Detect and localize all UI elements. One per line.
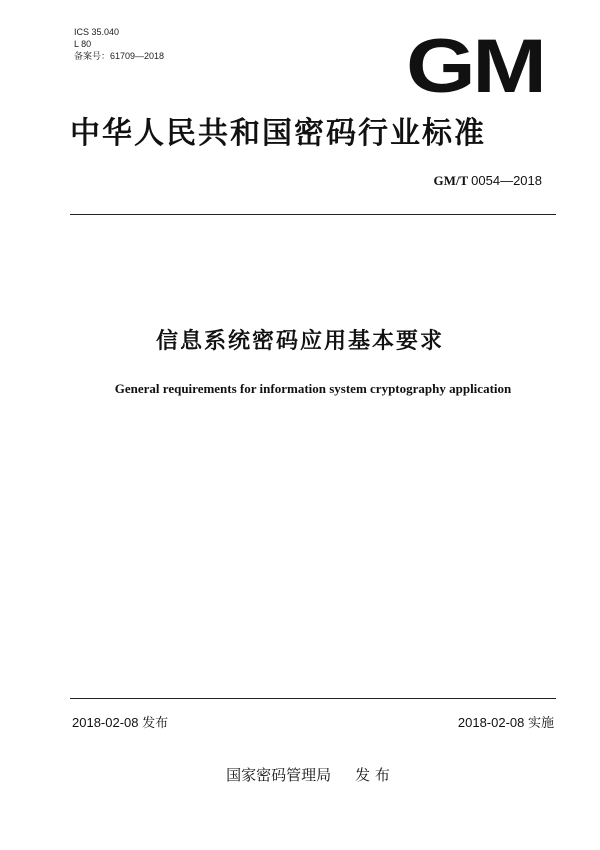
- publisher-name: 国家密码管理局: [226, 766, 332, 784]
- document-metadata: [74, 26, 164, 62]
- ccs-code: L 80: [74, 39, 92, 49]
- document-title-chinese: 信息系统密码应用基本要求: [155, 329, 444, 354]
- publish-action: 发 布: [355, 766, 390, 784]
- standard-category-title: 中华人民共和国密码行业标准: [70, 116, 486, 151]
- standard-code-prefix: GM/T: [433, 173, 468, 188]
- top-divider: [70, 214, 556, 215]
- issue-date: 2018-02-08 发布: [72, 715, 169, 730]
- ics-code: ICS 35.040: [74, 27, 120, 37]
- standard-code-number: 0054—2018: [471, 173, 542, 188]
- implementation-date: 2018-02-08 实施: [457, 715, 554, 730]
- filing-number: 备案号：61709—2018: [74, 51, 165, 61]
- gm-logo: GM: [406, 24, 544, 109]
- bottom-divider: [70, 698, 556, 699]
- publisher-line: [0, 764, 600, 785]
- document-title-english: General requirements for information system cryptography application: [114, 381, 512, 396]
- standard-code: [433, 173, 542, 189]
